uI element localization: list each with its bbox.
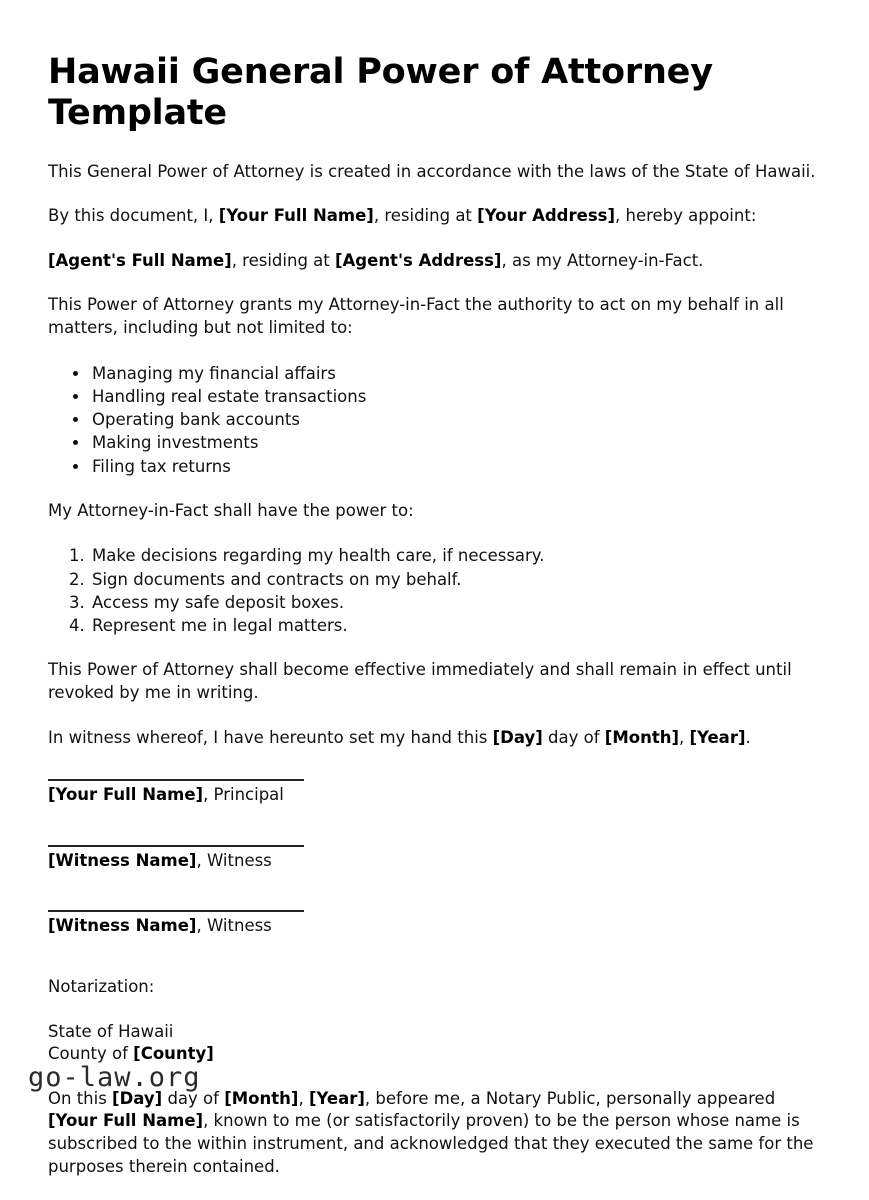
appointment-suffix: , hereby appoint: [615,206,757,226]
list-item: 2. Sign documents and contracts on my behalf. [90,568,823,591]
execution-mid-1: day of [542,727,605,747]
signature-name-placeholder: [Witness Name] [48,850,197,870]
signature-caption [48,915,823,938]
appointment-paragraph [48,205,823,228]
ack-year-placeholder: [Year] [308,1088,365,1108]
list-item: 4. Represent me in legal matters. [90,614,823,637]
execution-prefix: In witness whereof, I have hereunto set my hand this [48,727,493,747]
signature-spacer [48,771,823,779]
agent-address-placeholder: [Agent's Address] [335,250,502,270]
agent-middle: , residing at [231,250,335,270]
powers-bullet-list [48,362,823,478]
signature-caption [48,850,823,873]
page-title: Hawaii General Power of Attorney Template [48,52,713,134]
signature-role: , Witness [196,850,272,870]
signature-block-principal [48,779,823,807]
powers-numbered-list [48,544,823,637]
signature-role: , Witness [196,916,272,936]
list-item: • Managing my financial affairs [90,362,823,385]
ack-day-placeholder: [Day] [112,1088,163,1108]
signature-name-placeholder: [Witness Name] [48,916,197,936]
execution-year-placeholder: [Year] [689,727,746,747]
site-watermark: go-law.org [28,1062,201,1093]
execution-suffix: . [745,727,751,747]
ack-suffix: , known to me (or satisfactorily proven) to be the person whose name is subscribed to the within instrument, and acknowledged that they executed the same for the purposes therein contained. [48,1111,814,1176]
ack-name-placeholder: [Your Full Name] [48,1111,204,1131]
document-content [48,52,823,1200]
signature-line [48,910,304,912]
agent-suffix: , as my Attorney-in-Fact. [501,250,704,270]
signature-name-placeholder: [Your Full Name] [48,785,204,805]
list-item: • Handling real estate transactions [90,385,823,408]
execution-mid-2: , [679,727,690,747]
notary-state-line: State of Hawaii [48,1021,174,1041]
ack-prefix: On this [48,1088,113,1108]
notary-county-prefix: County of [48,1044,134,1064]
appointment-prefix: By this document, I, [48,206,219,226]
notarization-venue [48,1021,823,1066]
list-item: 3. Access my safe deposit boxes. [90,591,823,614]
effectiveness-text: This Power of Attorney shall become effective immediately and shall remain in effect until revoked by me in writing. [48,660,792,702]
list-item: • Making investments [90,431,823,454]
principal-name-placeholder: [Your Full Name] [218,206,374,226]
intro-paragraph [48,161,823,184]
intro-text: This General Power of Attorney is created in accordance with the laws of the State of Hawaii. [48,161,816,181]
principal-address-placeholder: [Your Address] [477,206,615,226]
ack-mid-2: , [298,1088,309,1108]
agent-name-placeholder: [Agent's Full Name] [48,250,232,270]
notarization-acknowledgment [48,1088,823,1178]
grant-paragraph [48,294,823,339]
effectiveness-paragraph [48,659,823,704]
notarization-heading: Notarization: [48,976,155,996]
signature-role: , Principal [203,785,284,805]
appointment-middle: , residing at [373,206,478,226]
agent-paragraph [48,250,823,273]
list-item: • Operating bank accounts [90,408,823,431]
execution-month-placeholder: [Month] [604,727,680,747]
ack-month-placeholder: [Month] [224,1088,299,1108]
signature-line [48,845,304,847]
list-item: 1. Make decisions regarding my health care, if necessary. [90,544,823,567]
county-placeholder: [County] [133,1044,214,1064]
grant-text: This Power of Attorney grants my Attorney-in-Fact the authority to act on my behalf in all matters, including but not limited to: [48,295,784,337]
ack-mid-1: day of [162,1088,225,1108]
execution-paragraph [48,727,823,750]
powers-intro-paragraph: My Attorney-in-Fact shall have the power to: [48,500,414,520]
signature-caption [48,784,823,807]
signature-line [48,779,304,781]
execution-day-placeholder: [Day] [492,727,543,747]
ack-mid-3: , before me, a Notary Public, personally appeared [364,1088,776,1108]
signature-block-witness-2 [48,910,823,938]
signature-block-witness-1 [48,845,823,873]
list-item: • Filing tax returns [90,455,823,478]
